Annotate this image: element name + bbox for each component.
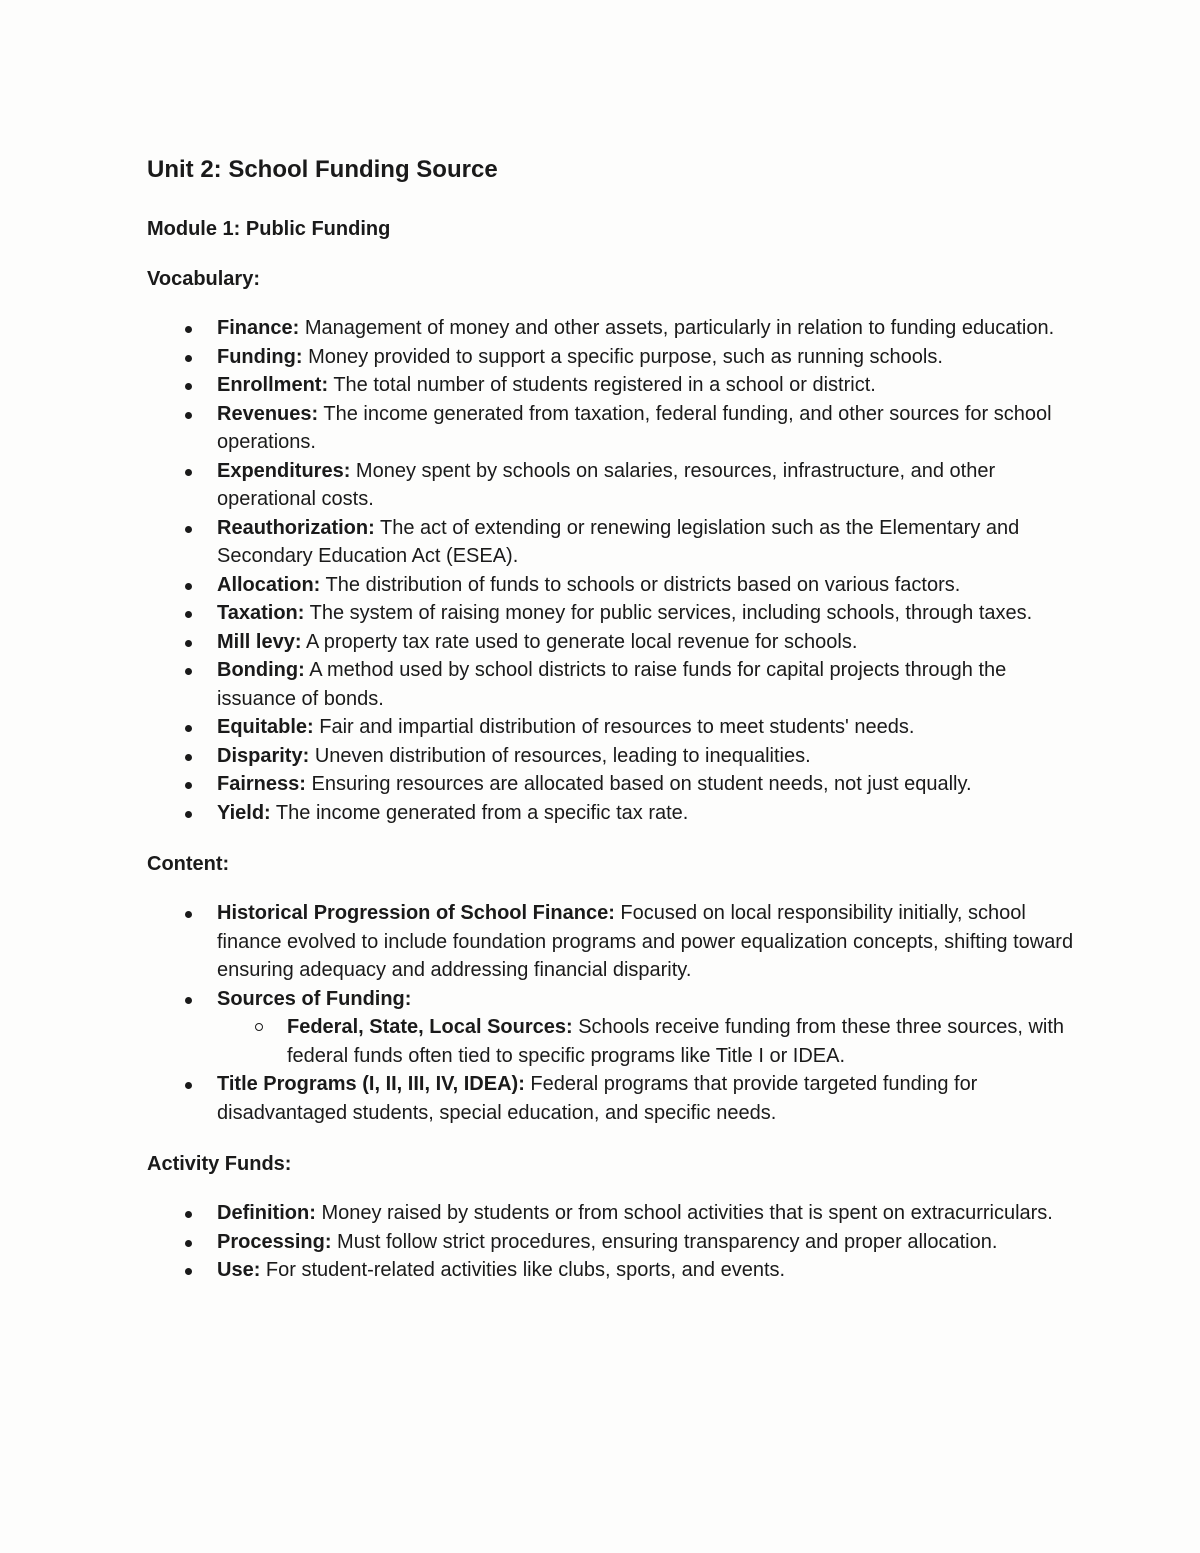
- content-term: Historical Progression of School Finance:: [217, 902, 615, 924]
- vocabulary-item: [147, 770, 1077, 799]
- vocabulary-definition: The income generated from taxation, federal funding, and other sources for school operations.: [217, 402, 1052, 453]
- sources-subterm: Federal, State, Local Sources:: [287, 1016, 573, 1038]
- vocabulary-item: [147, 799, 1077, 828]
- content-term: Title Programs (I, II, III, IV, IDEA):: [217, 1073, 525, 1095]
- vocabulary-item: [147, 742, 1077, 771]
- activity-funds-term: Definition:: [217, 1202, 316, 1224]
- vocabulary-definition: Money spent by schools on salaries, resources, infrastructure, and other operational costs.: [217, 459, 996, 510]
- activity-funds-term: Use:: [217, 1259, 261, 1281]
- vocabulary-item: [147, 314, 1077, 343]
- vocabulary-item: [147, 628, 1077, 657]
- content-item-historical: [147, 899, 1077, 985]
- vocabulary-item: [147, 371, 1077, 400]
- vocabulary-term: Allocation:: [217, 573, 321, 596]
- vocabulary-definition: Money provided to support a specific purpose, such as running schools.: [308, 345, 943, 368]
- vocabulary-definition: A property tax rate used to generate local revenue for schools.: [305, 630, 858, 653]
- vocabulary-definition: Management of money and other assets, particularly in relation to funding education.: [304, 317, 1055, 339]
- vocabulary-term: Reauthorization:: [217, 516, 375, 539]
- activity-funds-heading: Activity Funds:: [147, 1153, 292, 1175]
- content-definition: Focused on local responsibility initially, school finance evolved to include foundation programs and power equalization concepts, shifting toward ensuring adequacy and addressing financial disparity.: [217, 902, 1074, 981]
- vocabulary-term: Funding:: [217, 345, 303, 368]
- content-heading: Content:: [147, 853, 230, 875]
- vocabulary-item: [147, 343, 1077, 372]
- vocabulary-definition: Ensuring resources are allocated based on student needs, not just equally.: [311, 773, 972, 795]
- vocabulary-definition: The income generated from a specific tax rate.: [275, 801, 689, 824]
- vocabulary-item: [147, 599, 1077, 628]
- vocabulary-term: Mill levy:: [217, 630, 302, 653]
- activity-funds-definition: For student-related activities like clubs, sports, and events.: [265, 1259, 786, 1281]
- vocabulary-term: Expenditures:: [217, 459, 351, 482]
- activity-funds-item: [147, 1228, 1077, 1257]
- vocabulary-item: [147, 713, 1077, 742]
- sources-subdefinition: Schools receive funding from these three sources, with federal funds often tied to specific programs like Title I or IDEA.: [287, 1016, 1065, 1067]
- activity-funds-definition: Must follow strict procedures, ensuring transparency and proper allocation.: [337, 1230, 998, 1253]
- vocabulary-term: Revenues:: [217, 402, 319, 425]
- vocabulary-term: Bonding:: [217, 659, 305, 681]
- vocabulary-item: [147, 571, 1077, 600]
- vocabulary-heading: Vocabulary:: [147, 268, 260, 290]
- vocabulary-definition: The distribution of funds to schools or districts based on various factors.: [325, 573, 961, 596]
- vocabulary-item: [147, 514, 1077, 571]
- vocabulary-term: Yield:: [217, 801, 271, 824]
- vocabulary-definition: The act of extending or renewing legislation such as the Elementary and Secondary Education Act (ESEA).: [217, 516, 1020, 567]
- vocabulary-definition: A method used by school districts to raise funds for capital projects through the issuance of bonds.: [217, 659, 1007, 710]
- vocabulary-definition: Fair and impartial distribution of resources to meet students' needs.: [319, 716, 915, 738]
- vocabulary-term: Equitable:: [217, 716, 314, 738]
- content-term: Sources of Funding:: [217, 987, 412, 1010]
- content-item-title-programs: [147, 1070, 1077, 1127]
- vocabulary-definition: The system of raising money for public services, including schools, through taxes.: [309, 602, 1033, 624]
- vocabulary-item: [147, 457, 1077, 514]
- vocabulary-term: Fairness:: [217, 773, 306, 795]
- content-definition: Federal programs that provide targeted funding for disadvantaged students, special education, and specific needs.: [217, 1073, 978, 1124]
- vocabulary-term: Disparity:: [217, 744, 310, 767]
- unit-title: Unit 2: School Funding Source: [147, 156, 498, 183]
- vocabulary-item: [147, 400, 1077, 457]
- document-content: [147, 152, 1077, 1307]
- activity-funds-item: [147, 1256, 1077, 1285]
- vocabulary-term: Finance:: [217, 317, 300, 339]
- activity-funds-list: [147, 1199, 1077, 1285]
- module-title: Module 1: Public Funding: [147, 218, 391, 240]
- vocabulary-list: [147, 314, 1077, 827]
- activity-funds-definition: Money raised by students or from school activities that is spent on extracurriculars.: [321, 1202, 1053, 1224]
- vocabulary-term: Taxation:: [217, 602, 305, 624]
- content-item-sources: [147, 985, 1077, 1071]
- activity-funds-term: Processing:: [217, 1230, 332, 1253]
- sources-subitem: [217, 1013, 1077, 1070]
- vocabulary-term: Enrollment:: [217, 374, 329, 396]
- vocabulary-definition: The total number of students registered in a school or district.: [333, 374, 876, 396]
- content-list: [147, 899, 1077, 1127]
- vocabulary-definition: Uneven distribution of resources, leading to inequalities.: [314, 744, 811, 767]
- vocabulary-item: [147, 656, 1077, 713]
- activity-funds-item: [147, 1199, 1077, 1228]
- sources-sublist: [217, 1013, 1077, 1070]
